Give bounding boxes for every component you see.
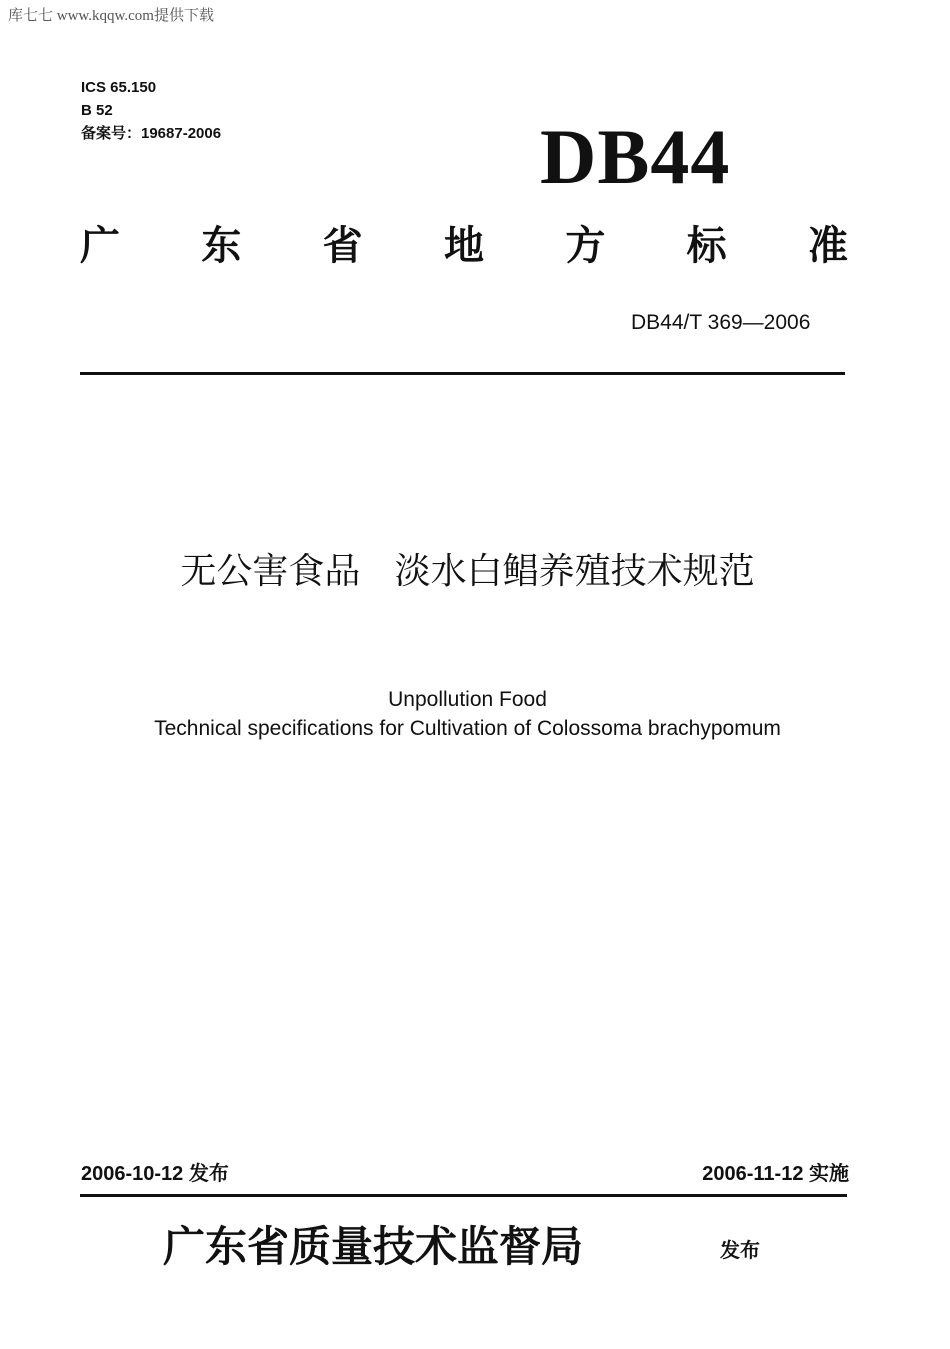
implementation-date: 2006-11-12 实施 — [702, 1163, 849, 1185]
standard-type-heading — [80, 223, 848, 269]
standard-type-char: 省 — [322, 223, 363, 269]
issue-date: 2006-10-12 发布 — [81, 1163, 229, 1185]
watermark-text: 库七七 www.kqqw.com提供下载 — [8, 8, 214, 24]
filing-number: 备案号：19687-2006 — [81, 125, 222, 142]
title-english-line1: Unpollution Food — [388, 688, 547, 711]
classification-code: B 52 — [81, 102, 113, 119]
standard-type-char: 方 — [565, 223, 606, 269]
ics-code: ICS 65.150 — [81, 79, 157, 96]
top-divider — [80, 372, 845, 375]
bottom-divider — [80, 1194, 847, 1197]
issuer-name: 广东省质量技术监督局 — [163, 1222, 584, 1271]
standard-type-char: 准 — [807, 223, 848, 269]
standard-type-char: 地 — [443, 223, 484, 269]
standard-number: DB44/T 369—2006 — [631, 311, 811, 334]
standard-type-char: 标 — [686, 223, 727, 269]
title-chinese: 无公害食品 淡水白鲳养殖技术规范 — [180, 551, 755, 592]
issuer-action: 发布 — [720, 1238, 760, 1262]
standard-type-char: 广 — [80, 223, 120, 269]
title-english-line2: Technical specifications for Cultivation of Colossoma brachypomum — [154, 717, 781, 740]
standard-type-char: 东 — [201, 223, 242, 269]
db-mark: DB44 — [540, 113, 731, 200]
